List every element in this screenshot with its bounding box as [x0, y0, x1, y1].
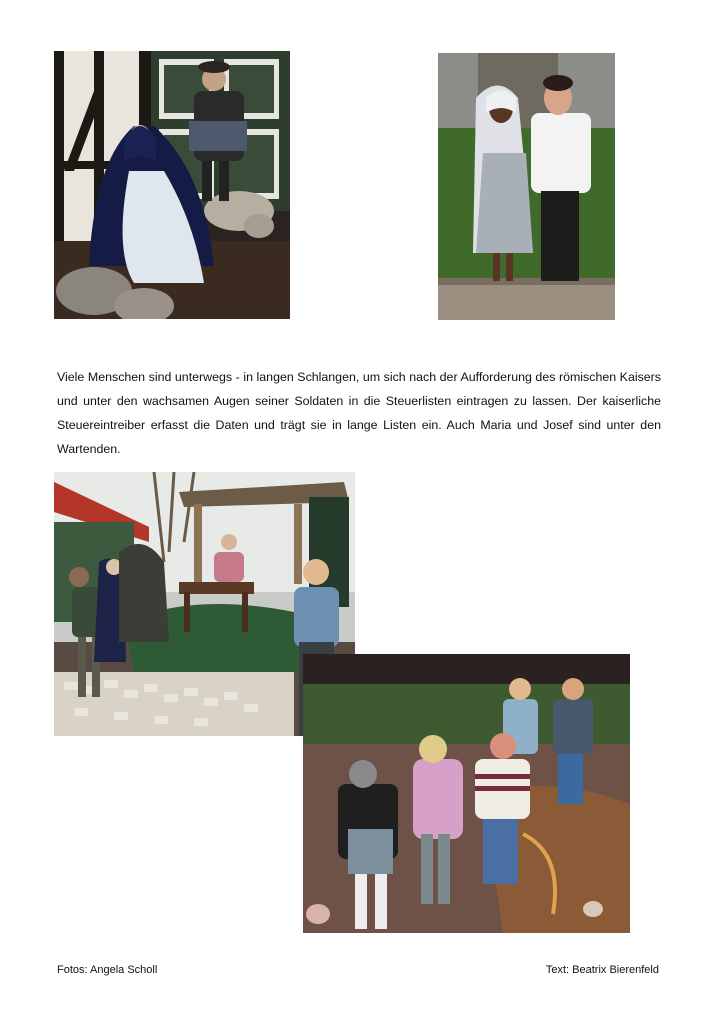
photo-queue-of-figures [303, 654, 630, 933]
photo-mary-joseph-donkey-image [54, 51, 290, 319]
photo-queue-of-figures-image [303, 654, 630, 933]
photo-two-figures-outdoor [438, 53, 615, 320]
body-paragraph: Viele Menschen sind unterwegs - in langen Schlangen, um sich nach der Aufforderung des römischen Kaisers und unter den wachsamen Augen seiner Soldaten in die Steuerlisten eintragen zu lassen. Der kaiserliche Steuereintreiber erfasst die Daten und trägt sie in lange Listen ein. Auch Maria und Josef sind unter den Wartenden. [57, 370, 661, 456]
photo-credit: Fotos: Angela Scholl [57, 964, 158, 976]
photo-mary-joseph-donkey [54, 51, 290, 319]
text-credit: Text: Beatrix Bierenfeld [545, 964, 659, 976]
photo-two-figures-outdoor-image [438, 53, 615, 320]
